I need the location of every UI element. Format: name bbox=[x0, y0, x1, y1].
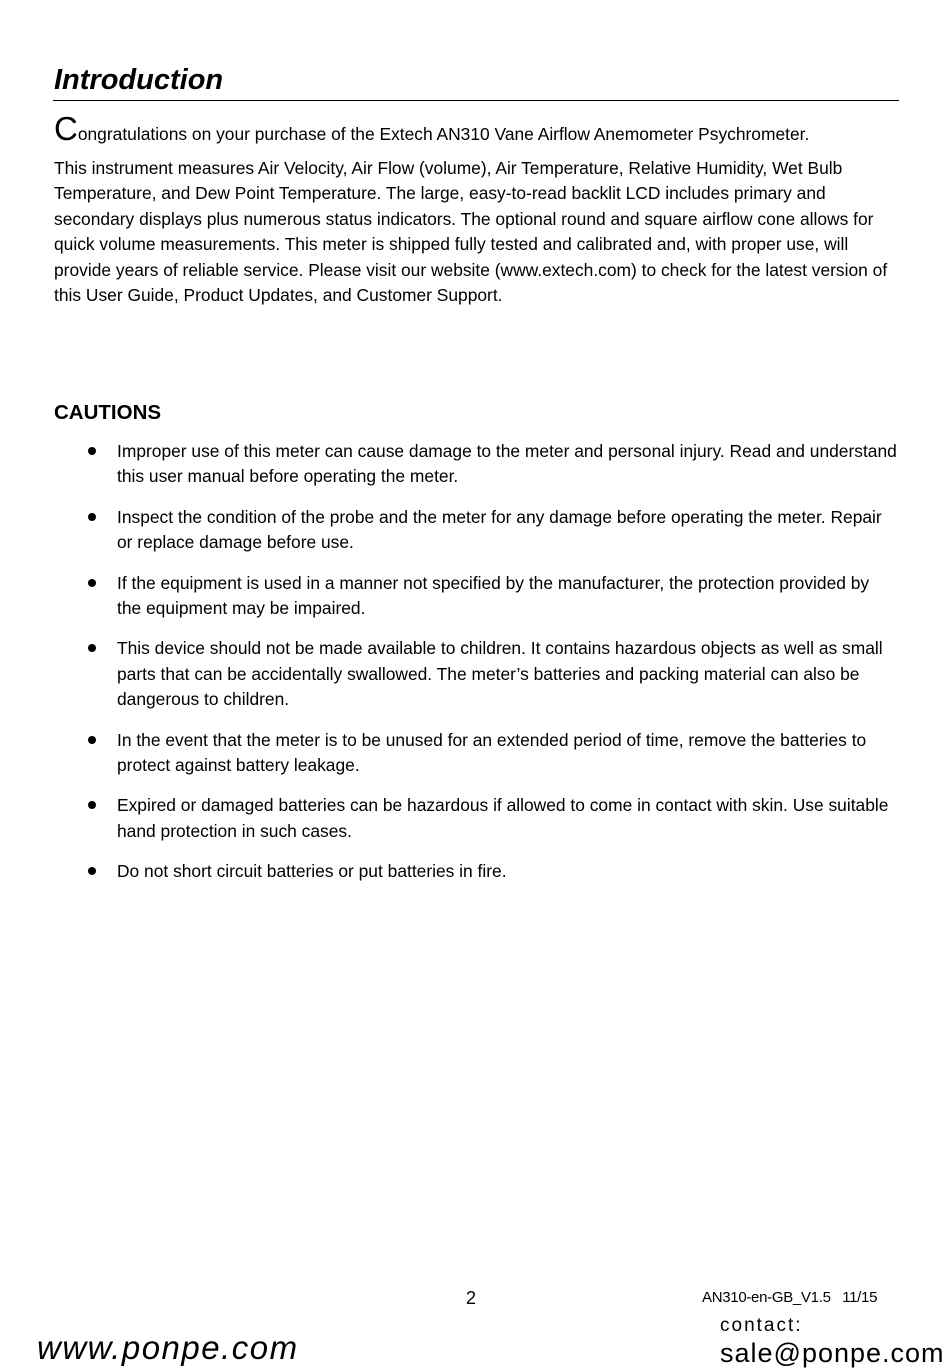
caution-item bbox=[0, 439, 897, 490]
bullet-icon bbox=[88, 579, 96, 587]
caution-text: Inspect the condition of the probe and the meter for any damage before operating the meter. Repair or replace damage before use. bbox=[117, 506, 882, 553]
intro-dropcap: C bbox=[54, 110, 78, 147]
caution-text: Expired or damaged batteries can be hazardous if allowed to come in contact with skin. Use suitable hand protection in such cases. bbox=[117, 795, 889, 841]
cautions-heading: CAUTIONS bbox=[54, 401, 162, 424]
intro-first-line bbox=[54, 112, 899, 156]
intro-first-line-text: ongratulations on your purchase of the Extech AN310 Vane Airflow Anemometer Psychrometer. bbox=[77, 124, 810, 144]
bullet-icon bbox=[88, 867, 96, 875]
caution-text: In the event that the meter is to be unused for an extended period of time, remove the batteries to protect against battery leakage. bbox=[117, 729, 867, 776]
bullet-icon bbox=[88, 736, 96, 744]
page-title: Introduction bbox=[54, 64, 224, 96]
caution-item bbox=[0, 728, 897, 779]
cautions-list bbox=[0, 439, 950, 900]
watermark-website: www.ponpe.com bbox=[37, 1329, 299, 1366]
caution-text: This device should not be made available to children. It contains hazardous objects as well as small parts that can be accidentally swallowed. The meter’s batteries and packing material can also be dangerous to children. bbox=[117, 638, 883, 710]
caution-item bbox=[0, 793, 897, 844]
bullet-icon bbox=[88, 644, 96, 652]
caution-item bbox=[0, 571, 897, 622]
caution-item bbox=[0, 859, 897, 884]
document-code: AN310-en-GB_V1.5 11/15 bbox=[702, 1289, 878, 1306]
page-number: 2 bbox=[466, 1288, 477, 1308]
watermark-contact-email: sale@ponpe.com bbox=[720, 1338, 945, 1368]
caution-item bbox=[0, 505, 897, 556]
title-divider bbox=[53, 100, 899, 101]
bullet-icon bbox=[88, 447, 96, 455]
watermark-contact-label: contact: bbox=[720, 1315, 803, 1336]
intro-body-text: This instrument measures Air Velocity, Air Flow (volume), Air Temperature, Relative Humidity, Wet Bulb Temperature, and Dew Point Temperature. The large, easy-to-read backlit LCD includes primary and secondary displays plus numerous status indicators. The optional round and square airflow cone allows for quick volume measurements. This meter is shipped fully tested and calibrated and, with proper use, will provide years of reliable service. Please visit our website (www.extech.com) to check for the latest version of this User Guide, Product Updates, and Customer Support. bbox=[54, 158, 888, 306]
caution-item bbox=[0, 636, 897, 712]
caution-text: Improper use of this meter can cause damage to the meter and personal injury. Read and understand this user manual before operating the meter. bbox=[117, 441, 897, 487]
caution-text: Do not short circuit batteries or put batteries in fire. bbox=[117, 861, 507, 882]
intro-paragraph bbox=[54, 112, 899, 308]
caution-text: If the equipment is used in a manner not specified by the manufacturer, the protection provided by the equipment may be impaired. bbox=[117, 572, 870, 619]
bullet-icon bbox=[88, 513, 96, 521]
bullet-icon bbox=[88, 801, 96, 809]
